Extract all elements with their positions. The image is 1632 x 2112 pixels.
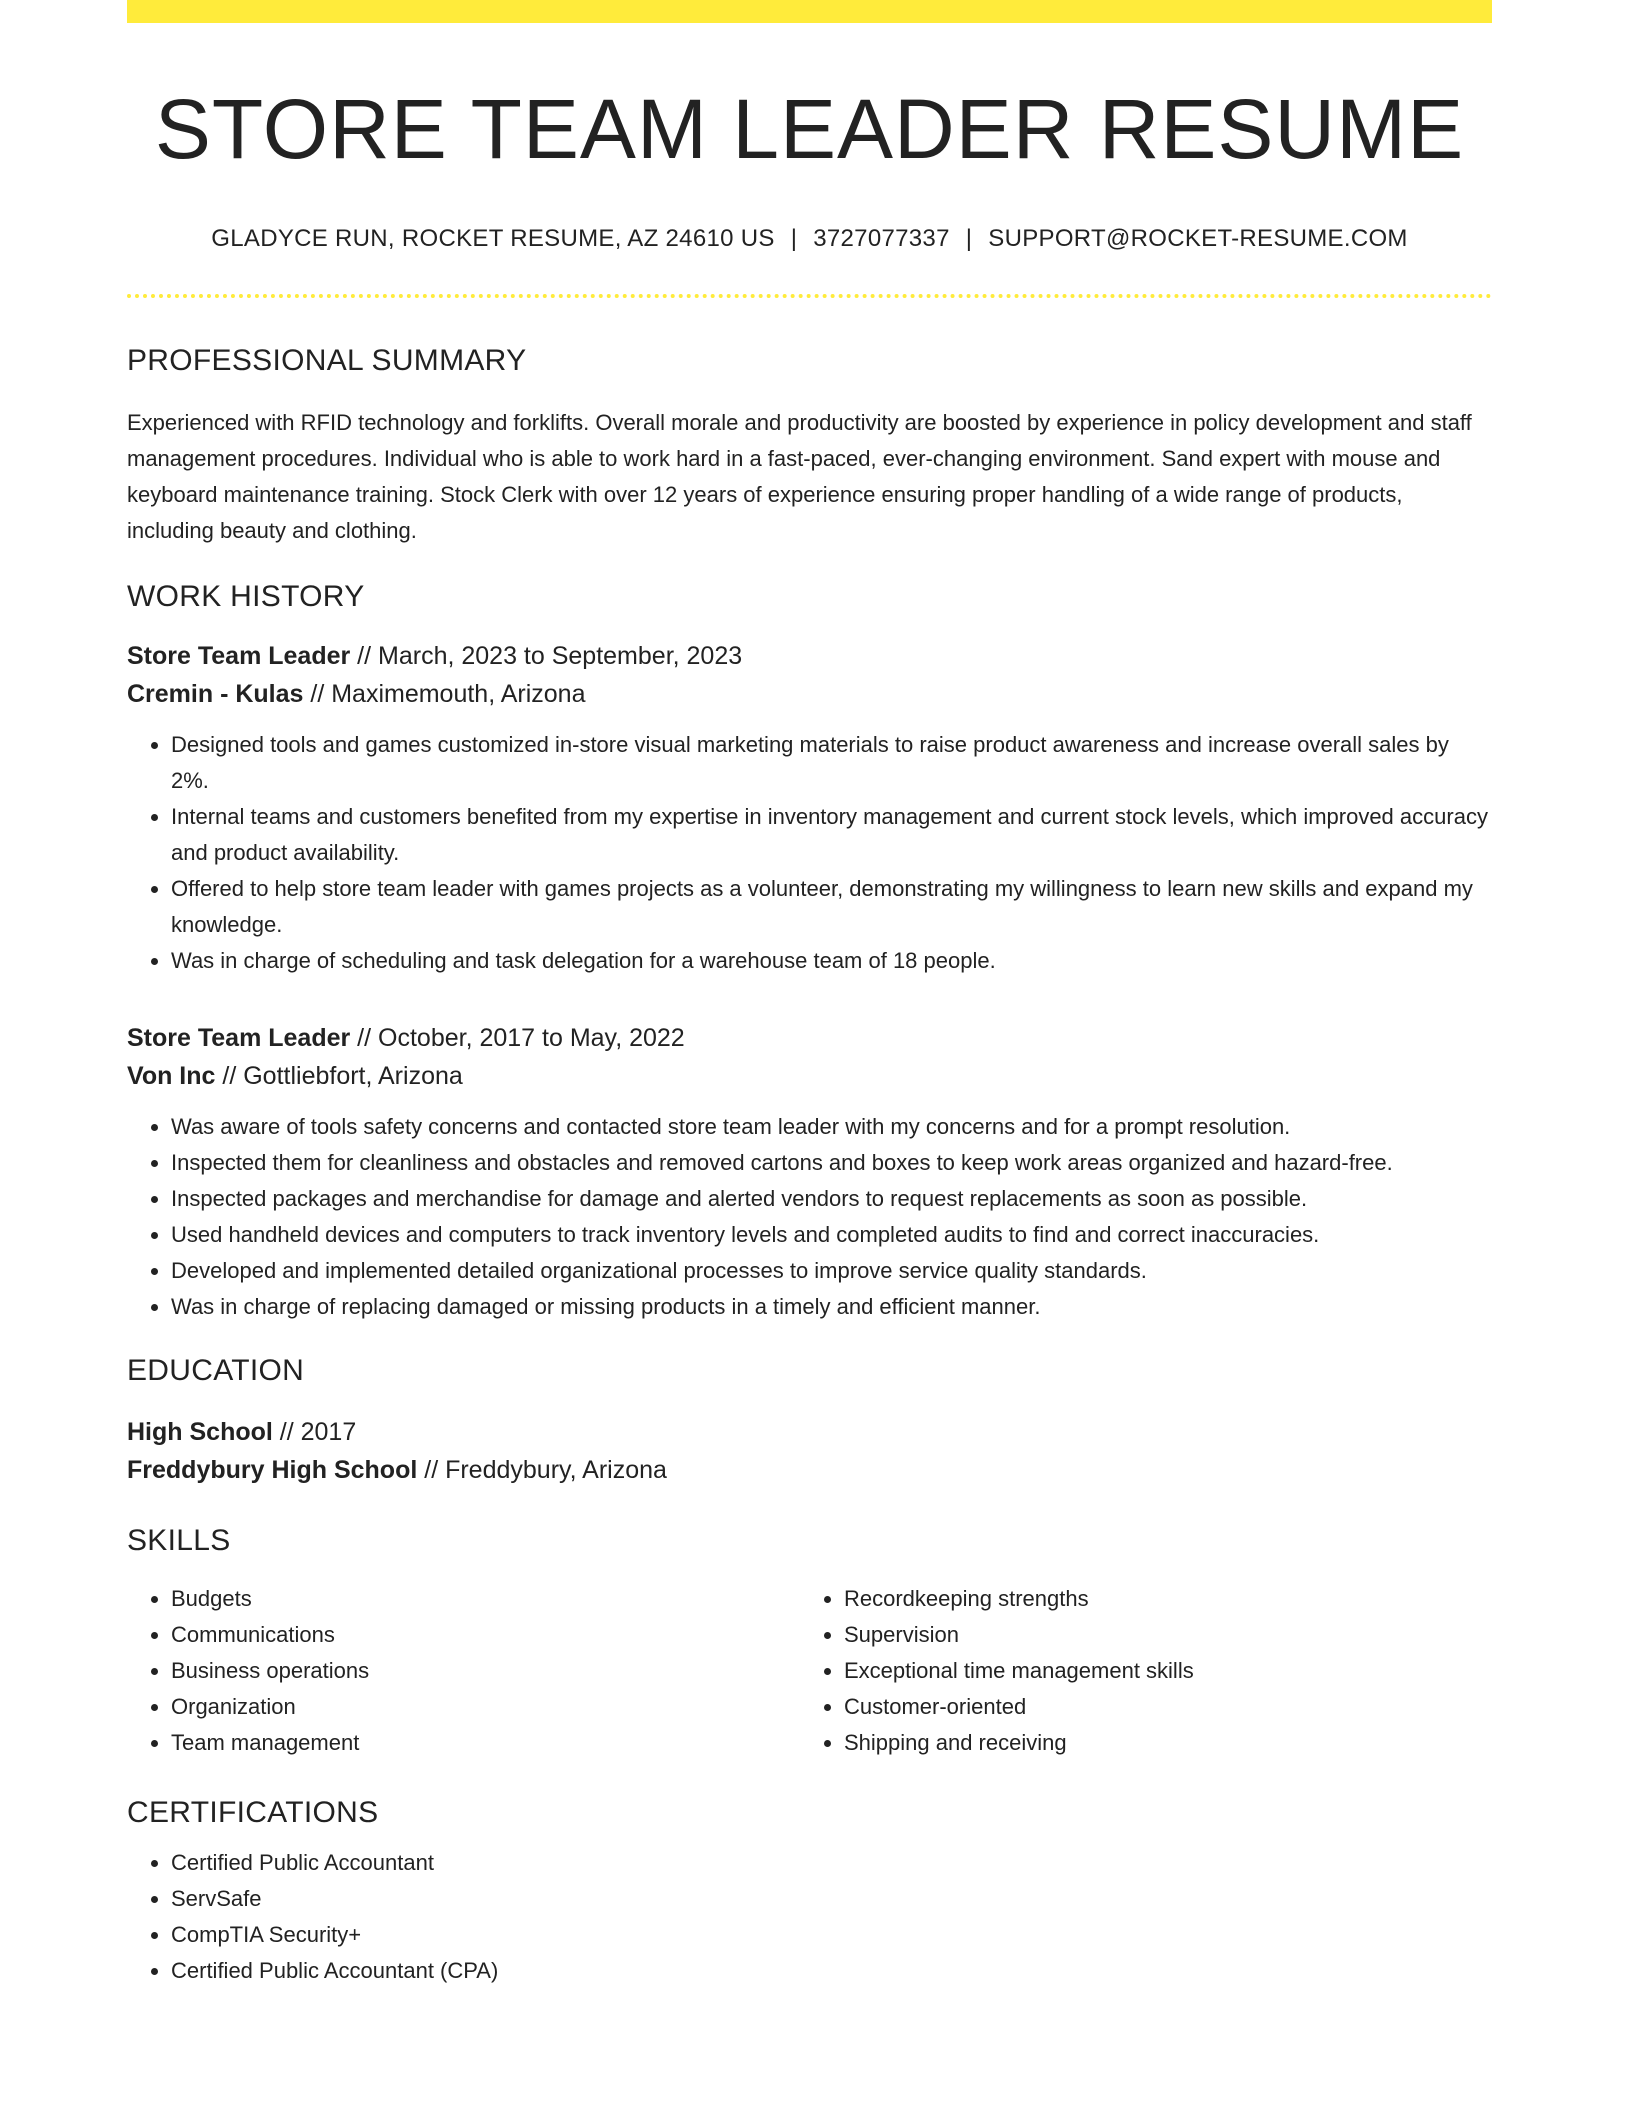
certifications-heading: CERTIFICATIONS — [127, 1795, 379, 1829]
job-title: Store Team Leader — [127, 1023, 351, 1052]
job-title-line — [127, 637, 1492, 675]
job-bullet: • Was in charge of scheduling and task delegation for a warehouse team of 18 people. — [171, 943, 1492, 979]
dotted-divider — [127, 294, 1492, 298]
contact-email: SUPPORT@ROCKET-RESUME.COM — [988, 225, 1408, 253]
skill-item: • Exceptional time management skills — [844, 1653, 1473, 1689]
contact-separator: | — [790, 225, 798, 253]
resume-page — [127, 0, 1492, 1989]
job-entry — [127, 1019, 1492, 1325]
job-dates: // March, 2023 to September, 2023 — [350, 641, 743, 670]
job-location: // Gottliebfort, Arizona — [215, 1061, 463, 1090]
job-bullet: • Inspected packages and merchandise for damage and alerted vendors to request replacements as soon as possible. — [171, 1181, 1492, 1217]
skill-item: • Recordkeeping strengths — [844, 1581, 1473, 1617]
contact-line — [127, 223, 1492, 254]
skills-columns — [127, 1581, 1492, 1761]
education-location: // Freddybury, Arizona — [417, 1455, 667, 1484]
job-bullet: • Used handheld devices and computers to track inventory levels and completed audits to find and correct inaccuracies. — [171, 1217, 1492, 1253]
education-school-line — [127, 1451, 1492, 1489]
education-year: // 2017 — [272, 1417, 357, 1446]
job-company-line — [127, 1057, 1492, 1095]
skill-item: • Supervision — [844, 1617, 1473, 1653]
education-degree-line — [127, 1413, 1492, 1451]
job-bullet-list — [127, 727, 1492, 979]
certification-item: • CompTIA Security+ — [171, 1917, 1492, 1953]
summary-text: Experienced with RFID technology and forklifts. Overall morale and productivity are boosted by experience in policy development and staff management procedures. Individual who is able to work hard in a fast-paced, ever-changing environment. Sand expert with mouse and keyboard maintenance training. Stock Clerk with over 12 years of experience ensuring proper handling of a wide range of products, including beauty and clothing. — [127, 409, 1472, 543]
skill-item: • Customer-oriented — [844, 1689, 1473, 1725]
job-location: // Maximemouth, Arizona — [303, 679, 586, 708]
job-entry — [127, 637, 1492, 979]
job-bullet-list — [127, 1109, 1492, 1325]
job-bullet: • Offered to help store team leader with games projects as a volunteer, demonstrating my willingness to learn new skills and expand my knowledge. — [171, 871, 1492, 943]
skill-item: • Shipping and receiving — [844, 1725, 1473, 1761]
certification-item: • ServSafe — [171, 1881, 1492, 1917]
top-accent-bar — [127, 0, 1492, 23]
job-bullet: • Inspected them for cleanliness and obstacles and removed cartons and boxes to keep work areas organized and hazard-free. — [171, 1145, 1492, 1181]
job-bullet: • Was in charge of replacing damaged or missing products in a timely and efficient manner. — [171, 1289, 1492, 1325]
education-heading: EDUCATION — [127, 1353, 305, 1387]
certifications-list — [127, 1845, 1492, 1989]
certification-item: • Certified Public Accountant (CPA) — [171, 1953, 1492, 1989]
contact-phone: 3727077337 — [813, 225, 950, 253]
contact-separator: | — [965, 225, 973, 253]
work-history-heading: WORK HISTORY — [127, 579, 365, 613]
job-dates: // October, 2017 to May, 2022 — [350, 1023, 685, 1052]
job-company: Cremin - Kulas — [127, 679, 304, 708]
job-bullet: • Developed and implemented detailed organizational processes to improve service quality standards. — [171, 1253, 1492, 1289]
job-company-line — [127, 675, 1492, 713]
education-school: Freddybury High School — [127, 1455, 418, 1484]
job-bullet: • Internal teams and customers benefited from my expertise in inventory management and current stock levels, which improved accuracy and product availability. — [171, 799, 1492, 871]
skill-item: • Budgets — [171, 1581, 800, 1617]
skill-item: • Organization — [171, 1689, 800, 1725]
job-bullet: • Was aware of tools safety concerns and contacted store team leader with my concerns and for a prompt resolution. — [171, 1109, 1492, 1145]
skill-item: • Business operations — [171, 1653, 800, 1689]
education-degree: High School — [127, 1417, 273, 1446]
job-title: Store Team Leader — [127, 641, 351, 670]
skills-list-right — [800, 1581, 1473, 1761]
job-title-line — [127, 1019, 1492, 1057]
skills-list-left — [127, 1581, 800, 1761]
contact-address: GLADYCE RUN, ROCKET RESUME, AZ 24610 US — [211, 225, 775, 253]
skill-item: • Team management — [171, 1725, 800, 1761]
job-bullet: • Designed tools and games customized in-store visual marketing materials to raise product awareness and increase overall sales by 2%. — [171, 727, 1492, 799]
resume-title: STORE TEAM LEADER RESUME — [154, 82, 1465, 176]
summary-heading: PROFESSIONAL SUMMARY — [127, 343, 527, 377]
education-entry — [127, 1413, 1492, 1489]
skills-heading: SKILLS — [127, 1523, 231, 1557]
certification-item: • Certified Public Accountant — [171, 1845, 1492, 1881]
skill-item: • Communications — [171, 1617, 800, 1653]
job-company: Von Inc — [127, 1061, 216, 1090]
